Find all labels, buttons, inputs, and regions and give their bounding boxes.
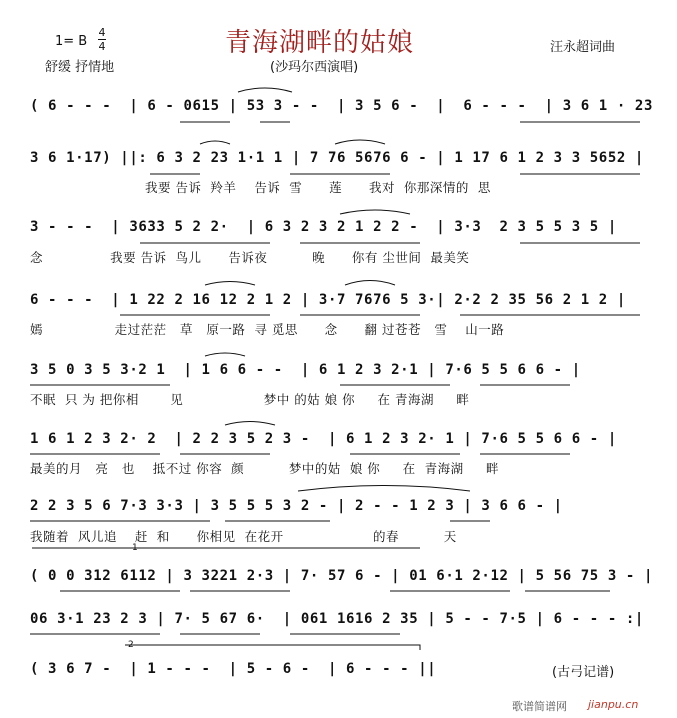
transcriber-credit: (古弓记谱) (552, 665, 615, 680)
notation-line-6: 1 6 1 2 3 2· 2 | 2 2 3 5 2 3 - | 6 1 2 3 2· 1 | 7·6 5 5 6 6 - | (30, 431, 617, 447)
watermark-url: jianpu.cn (588, 698, 639, 711)
lyrics-line-7: 我随着 风儿追 赶 和 你相见 在花开 的春 天 (30, 529, 457, 544)
volta-2-label: 2 (128, 640, 134, 650)
time-signature (98, 27, 106, 52)
watermark-site-name: 歌谱简谱网 (512, 700, 567, 713)
notation-line-1: ( 6 - - - | 6 - 0615 | 53 3 - - | 3 5 6 - | 6 - - - | 3 6 1 · 23 (30, 98, 653, 114)
song-title: 青海湖畔的姑娘 (225, 28, 415, 58)
key-signature: 1= B (55, 34, 88, 49)
volta-1-label: 1 (132, 543, 138, 553)
lyrics-line-2: 我要 告诉 羚羊 告诉 雪 莲 我对 你那深情的 思 (145, 180, 491, 195)
lyrics-line-6: 最美的月 亮 也 抵不过 你容 颜 梦中的姑 娘 你 在 青海湖 畔 (30, 461, 499, 476)
notation-line-3: 3 - - - | 3633 5 2 2· | 6 3 2 3 2 1 2 2 - | 3·3 2 3 5 5 3 5 | (30, 219, 617, 235)
lyrics-line-3: 念 我要 告诉 鸟儿 告诉夜 晚 你有 尘世间 最美笑 (30, 250, 470, 265)
lyrics-line-5: 不眠 只 为 把你相 见 梦中 的姑 娘 你 在 青海湖 畔 (30, 392, 470, 407)
notation-line-2: 3 6 1·17) ||: 6 3 2 23 1·1 1 | 7 76 5676 6 - | 1 17 6 1 2 3 3 5652 | (30, 150, 644, 166)
lyrics-line-4: 嫣 走过茫茫 草 原一路 寻 觅思 念 翻 过苍苍 雪 山一路 (30, 322, 505, 337)
time-signature-top: 4 (98, 26, 106, 39)
notation-line-8: ( 0 0 312 6112 | 3 3221 2·3 | 7· 57 6 - | 01 6·1 2·12 | 5 56 75 3 - | (30, 568, 653, 584)
composer-credit: 汪永超词曲 (550, 40, 616, 55)
tempo-marking: 舒缓 抒情地 (45, 60, 115, 75)
notation-line-7: 2 2 3 5 6 7·3 3·3 | 3 5 5 5 3 2 - | 2 - - 1 2 3 | 3 6 6 - | (30, 498, 563, 514)
notation-line-4: 6 - - - | 1 22 2 16 12 2 1 2 | 3·7 7676 5 3·| 2·2 2 35 56 2 1 2 | (30, 292, 626, 308)
time-signature-bottom: 4 (98, 40, 106, 53)
notation-line-5: 3 5 0 3 5 3·2 1 | 1 6 6 - - | 6 1 2 3 2·1 | 7·6 5 5 6 6 - | (30, 362, 581, 378)
notation-line-10: ( 3 6 7 - | 1 - - - | 5 - 6 - | 6 - - - || (30, 661, 437, 677)
notation-line-9: 06 3·1 23 2 3 | 7· 5 67 6· | 061 1616 2 35 | 5 - - 7·5 | 6 - - - :| (30, 611, 644, 627)
singer-credit: (沙玛尔西演唱) (270, 60, 359, 75)
